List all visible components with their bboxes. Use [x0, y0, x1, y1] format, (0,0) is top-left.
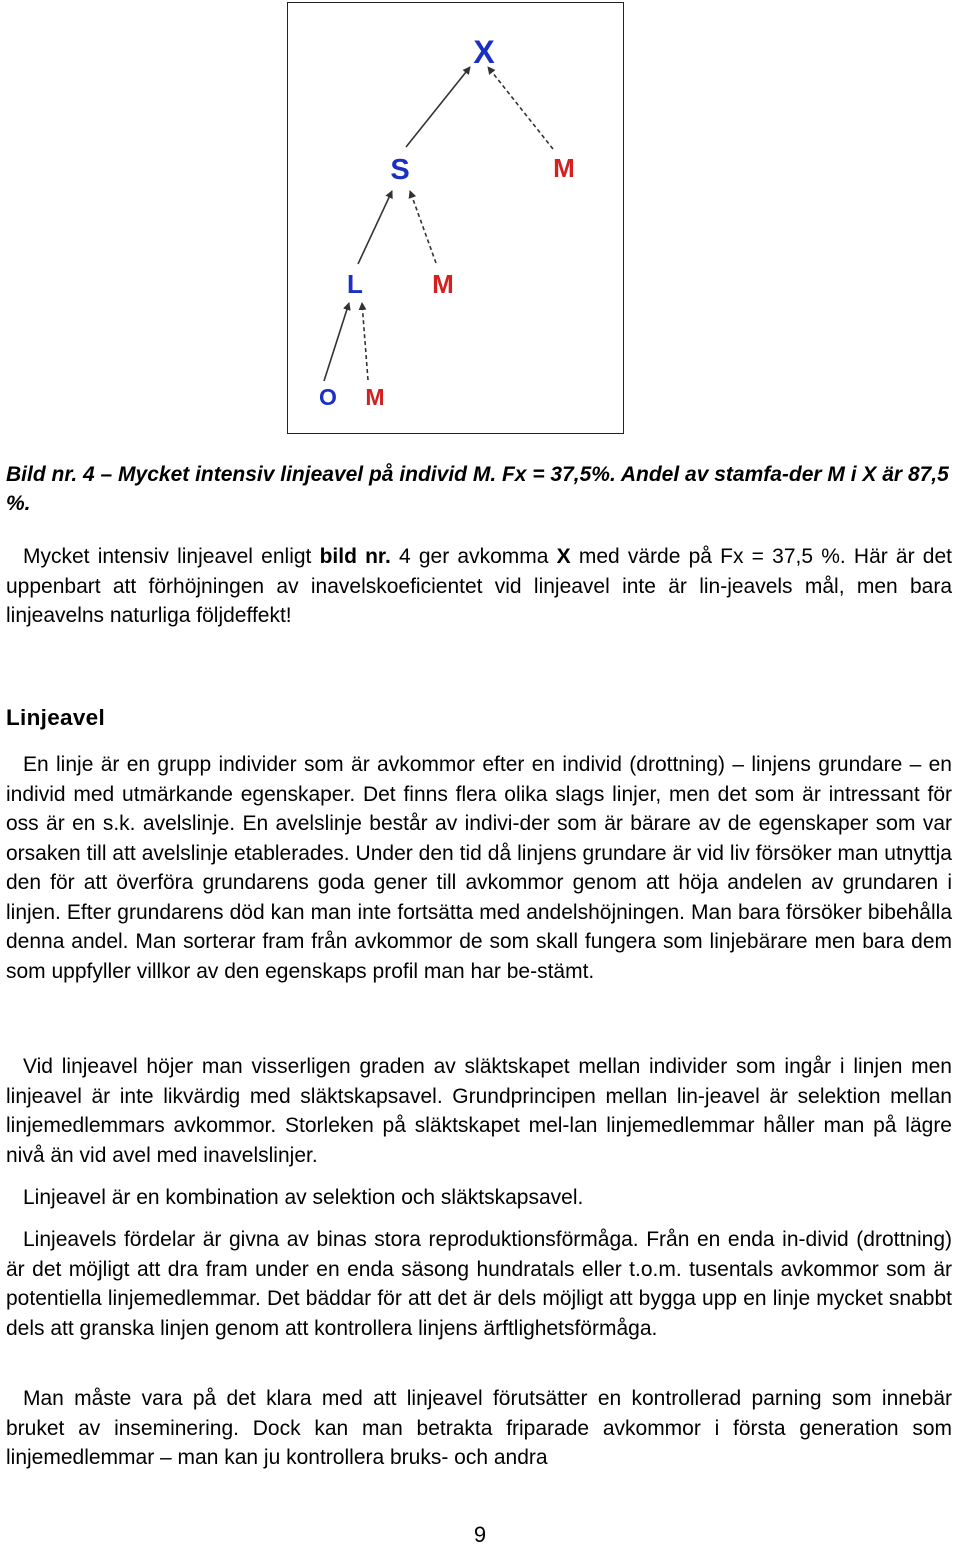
edge-l-to-s — [358, 191, 392, 264]
paragraph-4: Linjeavels fördelar är givna av binas stora reproduktionsförmåga. Från en enda in-divid (drottning) är det möjligt att dra fram under en enda säsong hundratals eller t.o.m. tusentals avkommor som är potentiella linjemedlemmar. Det bäddar för att det är dels möjligt att bygga upp en linje mycket snabbt dels att granska linjen genom att kontrollera linjens ärftlighetsförmåga. — [6, 1228, 952, 1340]
intro-paragraph — [6, 542, 952, 631]
intro-bold-1: bild nr. — [319, 545, 391, 568]
pedigree-figure — [287, 2, 624, 434]
paragraph-5: Man måste vara på det klara med att linjeavel förutsätter en kontrollerad parning som innebär bruket av inseminering. Dock kan man betrakta friparade avkommor i första generation som linjemedlemmar – man kan ju kontrollera bruks- och andra — [6, 1387, 952, 1469]
edge-m-to-x — [488, 67, 553, 149]
section-heading: Linjeavel — [6, 705, 105, 730]
node-m-sire-dam: M — [553, 153, 575, 183]
node-s: S — [390, 154, 410, 186]
intro-text-2: 4 ger avkomma — [390, 545, 557, 568]
node-o: O — [319, 384, 337, 410]
node-x: X — [473, 34, 495, 70]
page-number: 9 — [473, 1522, 487, 1547]
node-l: L — [347, 269, 363, 299]
edge-m-to-s — [410, 191, 436, 263]
paragraph-3: Linjeavel är en kombination av selektion och släktskapsavel. — [23, 1186, 584, 1209]
pedigree-diagram — [288, 3, 625, 435]
paragraph-1: En linje är en grupp individer som är avkommor efter en individ (drottning) – linjens grundare – en individ med utmärkande egenskaper. Det finns flera olika slags linjer, men det som är intressant för oss är en s.k. avelslinje. En avelslinje består av indivi-der som är bärare av de egenskaper som var orsaken till att avelslinje etablerades. Under den tid då linjens grundare är vid liv försöker man utnyttja den för att överföra grundarens goda gener till avkommor genom att höja andelen av grundaren i linjen. Efter grundarens död kan man inte fortsätta med andelshöjningen. Man bara försöker bibehålla denna andel. Man sorterar fram från avkommor de som skall fungera som linjebärare men bara dem som uppfyller villkor av den egenskaps profil man har be-stämt. — [6, 753, 952, 983]
intro-text-1: Mycket intensiv linjeavel enligt — [23, 545, 320, 568]
edge-s-to-x — [406, 67, 470, 147]
paragraph-2: Vid linjeavel höjer man visserligen graden av släktskapet mellan individer som ingår i linjen men linjeavel är inte likvärdig med släktskapsavel. Grundprincipen mellan lin-jeavel är selektion mellan linjemedlemmars avkommor. Storleken på släktskapet mel-lan linjemedlemmar håller man på lägre nivå än vid avel med inavelslinjer. — [6, 1055, 952, 1167]
intro-bold-2: X — [556, 545, 571, 568]
node-m-s-dam: M — [432, 269, 454, 299]
edge-m-to-l — [362, 303, 368, 380]
figure-caption: Bild nr. 4 – Mycket intensiv linjeavel på individ M. Fx = 37,5%. Andel av stamfa-der M i X är 87,5 %. — [6, 463, 949, 515]
node-m-l-dam: M — [365, 384, 385, 410]
edge-o-to-l — [324, 303, 349, 381]
intro-text-3: med värde på Fx = 37,5 %. Här är det uppenbart att förhöjningen av inavelskoeficientet vid linjeavel inte är lin-jeavels mål, men bara linjeavelns naturliga följdeffekt! — [6, 545, 952, 627]
